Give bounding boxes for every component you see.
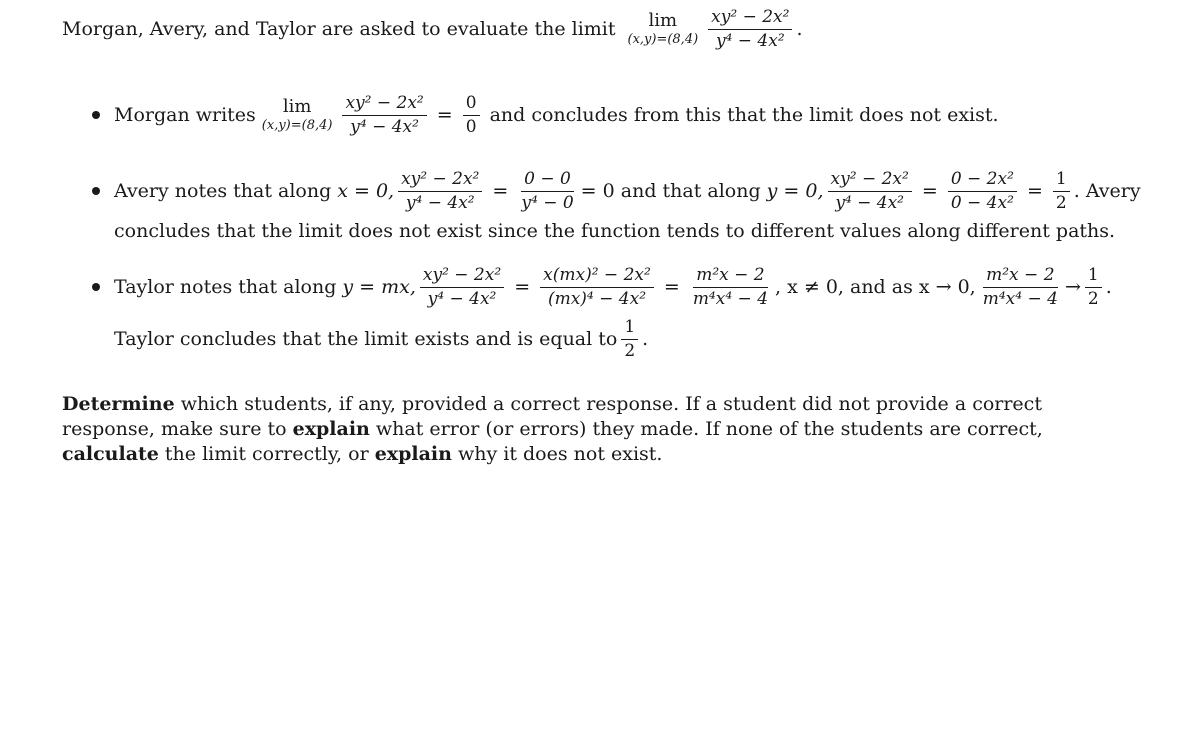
fraction-numerator: x(mx)² − 2x² [540, 266, 654, 288]
avery-tail: . Avery [1073, 180, 1141, 203]
instructions-paragraph [62, 392, 1122, 467]
taylor-condition: y = mx, [342, 276, 416, 299]
fraction-denominator: 2 [1055, 192, 1067, 213]
intro-text: Morgan, Avery, and Taylor are asked to evaluate the limit [62, 18, 616, 41]
fraction-denominator: (mx)⁴ − 4x² [547, 288, 647, 309]
fraction-numerator: 1 [621, 318, 638, 340]
lim-word: lim [648, 10, 678, 32]
avery-lead: Avery notes that along [114, 180, 332, 203]
avery-line-2 [114, 220, 1115, 242]
fraction-numerator: m²x − 2 [693, 266, 767, 288]
lim-subscript: (x,y)=(8,4) [261, 118, 333, 134]
fraction-numerator: xy² − 2x² [828, 170, 912, 192]
bullet-icon [92, 111, 100, 119]
taylor-limit-fraction [980, 266, 1061, 308]
avery-substitution-1 [518, 170, 576, 212]
zero-numerator: 0 [463, 94, 480, 116]
zero-over-zero [463, 94, 480, 136]
taylor-simplified [690, 266, 771, 308]
avery-substitution-2 [948, 170, 1017, 212]
intro-line [62, 8, 803, 50]
lim-word: lim [282, 96, 312, 118]
morgan-label: Morgan writes [114, 104, 256, 127]
taylor-substitution [540, 266, 654, 308]
avery-conclusion: concludes that the limit does not exist since the function tends to different values along different paths. [114, 220, 1116, 242]
taylor-half [1085, 266, 1102, 308]
morgan-limit-operator [262, 98, 333, 132]
morgan-item: Morgan writes lim (x,y)=(8,4) $\frac{\text{xy² − 2x²}}{\text{y⁴ − 4x²}}$ = $\frac{0}{0}$ and concludes from this that the limit does not exist. [92, 94, 999, 136]
taylor-conclusion-half [621, 318, 638, 360]
instruction-keyword-explain: explain [292, 418, 370, 440]
fraction-denominator: y⁴ − 4x² [405, 192, 475, 213]
bullet-icon [92, 283, 100, 291]
limit-operator [628, 12, 699, 46]
avery-item: Avery notes that along x = 0, $\frac{\text{xy² − 2x²}}{\text{y⁴ − 4x²}}$ = $\frac{0 - 0}{\text{y⁴ − 0}}$ = 0 and that along y = 0, $\frac{\text{xy² − 2x²}}{\text{y⁴ − 4x²}}$ = $\frac{\text{0 − 2x²}}{\text{0 − 4x²}}$ = $\frac{1}{2}$ . Avery [92, 170, 1141, 212]
avery-half [1053, 170, 1070, 212]
taylor-item: Taylor notes that along y = mx, $\frac{\text{xy² − 2x²}}{\text{y⁴ − 4x²}}$ = $\frac{\text{x(mx)² − 2x²}}{\text{(mx)⁴ − 4x²}}$ = $\frac{\text{m²x − 2}}{\text{m⁴x⁴ − 4}}$ , x ≠ 0, and as x → 0, $\frac{\text{m²x − 2}}{\text{m⁴x⁴ − 4}}$ → $\frac{1}{2}$ . [92, 266, 1112, 308]
fraction-numerator: 1 [1085, 266, 1102, 288]
instruction-text: which students, if any, provided a correct response. If a student did not provide a correct response, make sure to [62, 393, 1042, 440]
morgan-conclusion: and concludes from this that the limit does not exist. [489, 104, 999, 127]
taylor-conclusion-end: . [642, 328, 649, 351]
instruction-text: what error (or errors) they made. If none of the students are correct, [369, 418, 1043, 440]
fraction-denominator: y⁴ − 4x² [350, 116, 419, 137]
instruction-text: why it does not exist. [451, 443, 663, 465]
taylor-conclusion: Taylor concludes that the limit exists and is equal to [114, 328, 618, 351]
zero-denominator: 0 [465, 116, 477, 137]
lim-subscript: (x,y)=(8,4) [627, 32, 699, 48]
taylor-lead: Taylor notes that along [114, 276, 337, 299]
arrow-icon: → [1064, 276, 1081, 299]
intro-period: . [796, 18, 803, 41]
fraction-denominator: 2 [1087, 288, 1099, 309]
fraction-denominator: 0 − 4x² [950, 192, 1014, 213]
avery-fraction-2 [828, 170, 912, 212]
fraction-numerator: xy² − 2x² [398, 170, 482, 192]
avery-fraction-1 [398, 170, 482, 212]
fraction-denominator: m⁴x⁴ − 4 [692, 288, 769, 309]
main-fraction [708, 8, 792, 50]
taylor-mid: , x ≠ 0, and as x → 0, [775, 276, 976, 299]
fraction-denominator: 2 [624, 340, 636, 361]
fraction-numerator: xy² − 2x² [342, 94, 426, 116]
taylor-line-2 [114, 318, 648, 360]
avery-condition-x: x = 0, [337, 180, 395, 203]
main-denominator: y⁴ − 4x² [715, 30, 785, 51]
instruction-text: the limit correctly, or [158, 443, 375, 465]
fraction-numerator: 1 [1053, 170, 1070, 192]
fraction-denominator: y⁴ − 0 [521, 192, 574, 213]
fraction-numerator: 0 − 0 [521, 170, 574, 192]
main-numerator: xy² − 2x² [708, 8, 792, 30]
instruction-keyword-explain-2: explain [374, 443, 452, 465]
bullet-icon [92, 187, 100, 195]
fraction-denominator: y⁴ − 4x² [427, 288, 497, 309]
avery-mid: = 0 and that along [580, 180, 761, 203]
morgan-fraction [342, 94, 426, 136]
fraction-numerator: 0 − 2x² [948, 170, 1017, 192]
instruction-keyword-calculate: calculate [62, 443, 159, 465]
fraction-denominator: y⁴ − 4x² [835, 192, 905, 213]
fraction-numerator: xy² − 2x² [420, 266, 504, 288]
instruction-keyword-determine: Determine [62, 393, 175, 415]
taylor-fraction-1 [420, 266, 504, 308]
fraction-denominator: m⁴x⁴ − 4 [982, 288, 1058, 309]
avery-condition-y: y = 0, [766, 180, 824, 203]
fraction-numerator: m²x − 2 [983, 266, 1057, 288]
taylor-end: . [1105, 276, 1112, 299]
